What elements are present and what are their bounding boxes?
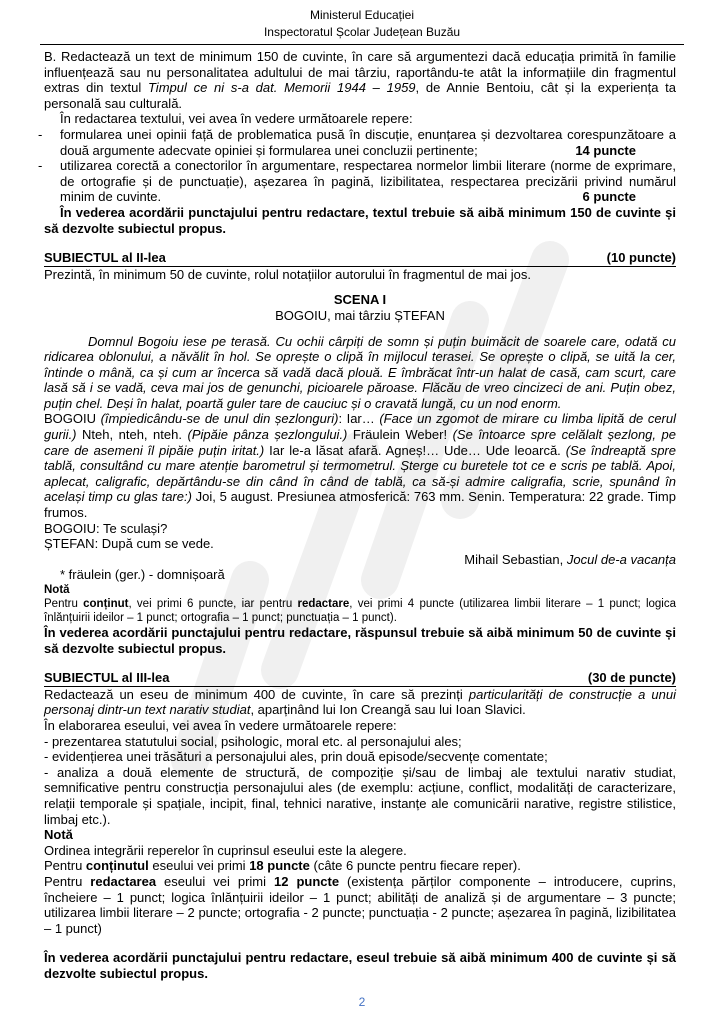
subject-3-points: (30 de puncte)	[587, 670, 676, 686]
task-b-part1: B. Redactează un text de minimum 150 de cuvinte, în care să argumentezi dacă educația primită în familie influențează sau nu personalitatea adultului de mai târziu, raportându-te atât la informațiile din fragmentul extras din textul	[44, 49, 676, 96]
subject-3-reper-2: - evidențierea unei trăsături a personajului ales, prin două episode/secvențe comentate;	[44, 749, 548, 765]
subject-3-heading	[44, 670, 676, 687]
header-ministry: Ministerul Educației	[309, 8, 415, 22]
source-attribution	[44, 552, 676, 568]
page-number: 2	[358, 995, 366, 1009]
dialogue-bogoiu-1: BOGOIU (împiedicându-se de unul din șezlonguri): Iar… (Face un zgomot de mirare cu limba lipită de cerul gurii.) Nteh, nteh, nteh. (Pipăie pânza șezlongului.) Fräulein Weber! (Se întoarce spre celălalt șezlong, pe care de asemeni îl pipăie puțin iritat.) Iar le-a lăsat afară. Agneș!… Ude… Ude leoarcă. (Se îndreaptă spre tablă, consultând cu mare atenție barometrul și termometrul. Șterge cu buretele tot ce e scris pe tablă. Apoi, aplecat, caligrafic, depărtându-se din când în când de tablă, ca să-și admire caligrafia, scrie, spunând în același timp cu glas tare:) Joi, 5 august. Presiunea atmosferică: 763 mm. Senin. Temperatura: 22 grade. Timp frumos.	[44, 411, 676, 521]
subject-3-nota-label: Notă	[44, 827, 73, 843]
scene-title: SCENA I	[333, 292, 387, 308]
subject-3-reper-3: - analiza a două elemente de structură, de compoziție și/sau de limbaj ale textului narativ studiat, semnificative pentru construcția personajului ales (de exemplu: acțiune, conflict, modalități de caracterizare, relații temporale și spațiale, incipit, final, tehnici narative, instanțe ale comunicării narative, registre stilistice, limbaj etc.).	[44, 764, 676, 827]
source-author: Mihail Sebastian,	[464, 551, 567, 567]
subject-3-note: În vederea acordării punctajului pentru redactare, eseul trebuie să aibă minimum 400 de cuvinte și să dezvolte subiectul propus.	[44, 950, 676, 981]
footnote: * fräulein (ger.) - domnișoară	[60, 567, 225, 583]
subject-2-points: (10 puncte)	[606, 250, 676, 266]
subject-3-nota-1: Ordinea integrării reperelor în cuprinsul eseului este la alegere.	[44, 842, 407, 858]
subject-2-nota-label: Notă	[44, 584, 70, 596]
subject-3-repere-intro: În elaborarea eseului, vei avea în vedere următoarele repere:	[44, 717, 397, 733]
source-work: Jocul de-a vacanța	[566, 551, 676, 567]
header-divider	[40, 44, 684, 45]
task-b-criterion-1: - formularea unei opinii față de problematica pusă în discuție, enunțarea și dezvoltarea corespunzătoare a două argumente adecvate opiniei și formularea unei concluzii pertinente; 14 puncte	[38, 126, 676, 158]
exam-content	[38, 49, 677, 981]
subject-3-nota-3: Pentru redactarea eseului vei primi 12 puncte (existența părților componente – introducere, cuprins, încheiere – 1 punct; logica înlănțuirii ideilor – 1 punct; abilități de analiză și de argumentare – 3 puncte; utilizarea limbii literare – 2 puncte; ortografia - 2 puncte; punctuația - 2 puncte; așezarea în pagină, lizibilitatea – 1 punct)	[44, 873, 677, 936]
task-b-part2: , de Annie Bentoiu, cât și la experiența ta personală sau culturală.	[44, 80, 676, 111]
dialogue-bogoiu-2: BOGOIU: Te sculași?	[44, 520, 168, 536]
subject-3-title: SUBIECTUL al III-lea	[44, 670, 170, 686]
criterion-2-points: 6 puncte	[582, 189, 636, 205]
criterion-1-text: formularea unei opinii față de problematica pusă în discuție, enunțarea și dezvoltarea corespunzătoare a două argumente adecvate opiniei și formularea unei concluzii pertinente;	[60, 126, 676, 158]
task-b-text	[44, 49, 676, 111]
subject-2-task: Prezintă, în minimum 50 de cuvinte, rolul notațiilor autorului în fragmentul de mai jos.	[44, 266, 532, 282]
dialogue-stefan: ȘTEFAN: După cum se vede.	[44, 536, 214, 552]
subject-3-task: Redactează un eseu de minimum 400 de cuvinte, în care să prezinți particularități de construcție a unui personaj dintr-un text narativ studiat, aparținând lui Ion Creangă sau lui Ioan Slavici.	[44, 686, 676, 718]
subject-2-heading	[44, 250, 676, 267]
header-inspectorate: Inspectoratul Școlar Județean Buzău	[263, 25, 461, 39]
task-b-note: În vederea acordării punctajului pentru redactare, textul trebuie să aibă minimum 150 de cuvinte și să dezvolte subiectul propus.	[44, 204, 676, 236]
subject-2-title: SUBIECTUL al II-lea	[44, 250, 166, 266]
scene-characters: BOGOIU, mai târziu ȘTEFAN	[275, 307, 445, 323]
stage-direction: Domnul Bogoiu iese pe terasă. Cu ochii cârpiți de somn și puțin buimăcit de soarele care, odată cu ridicarea oblonului, a năvălit în hol. Se oprește o clipă în mijlocul terasei. Se oprește o clipă, se uită la cer, întinde o mână, ca și cum ar încerca să vadă dacă plouă. E îmbrăcat într-un halat de casă, cam scurt, care lasă să i se vadă, ceva mai jos de genunchi, picioarele păroase. Flăcău de vreo cincizeci de ani. Puțin obez, puțin chel. Deși în halat, poartă guler tare de cauciuc și o cravată lungă, cu un nod enorm.	[44, 333, 676, 411]
subject-3-reper-1: - prezentarea statutului social, psihologic, moral etc. al personajului ales;	[44, 733, 462, 749]
subject-3-nota-2: Pentru conținutul eseului vei primi 18 puncte (câte 6 puncte pentru fiecare reper).	[44, 858, 521, 874]
task-b-title: Timpul ce ni s-a dat. Memorii 1944 – 1959	[147, 80, 416, 96]
criterion-2-text: utilizarea corectă a conectorilor în argumentare, respectarea normelor limbii literare (norme de exprimare, de ortografie și de punctuație), așezarea în pagină, lizibilitatea, respectarea precizării privind numărul minim de cuvinte.	[60, 158, 676, 205]
task-b-criterion-2: - utilizarea corectă a conectorilor în argumentare, respectarea normelor limbii literare (norme de exprimare, de ortografie și de punctuație), așezarea în pagină, lizibilitatea, respectarea precizării privind numărul minim de cuvinte. 6 puncte	[38, 158, 676, 205]
task-b-repere-intro: În redactarea textului, vei avea în vedere următoarele repere:	[60, 111, 413, 127]
subject-2-note: În vederea acordării punctajului pentru redactare, răspunsul trebuie să aibă minimum 50 de cuvinte și să dezvolte subiectul propus.	[44, 625, 676, 656]
subject-2-nota: Pentru conținut, vei primi 6 puncte, iar pentru redactare, vei primi 4 puncte (utilizarea limbii literare – 1 punct; logica înlănțuirii ideilor – 1 punct; ortografia – 1 punct; punctuația – 1 punct).	[44, 598, 677, 624]
criterion-1-points: 14 puncte	[575, 142, 636, 158]
